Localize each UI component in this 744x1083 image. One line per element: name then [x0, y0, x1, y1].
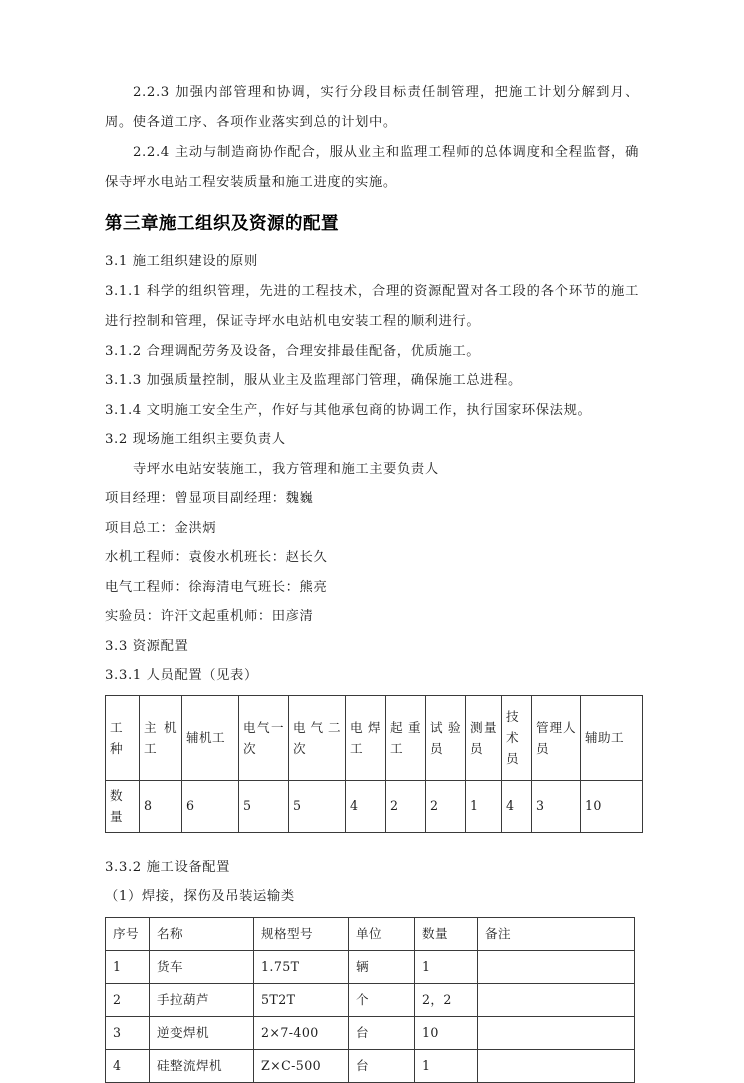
- cell-type-1: 辅机工: [182, 695, 239, 780]
- cell-model: 1.75T: [254, 950, 349, 983]
- header-unit: 单位: [349, 917, 415, 950]
- cell-type-0: 主机工: [140, 695, 182, 780]
- section-3-1-title: 3.1 施工组织建设的原则: [105, 254, 258, 269]
- cell-type-8: 技术员: [502, 695, 532, 780]
- cell-row-label-type: 工种: [106, 695, 140, 780]
- cell-no: 2: [106, 983, 150, 1016]
- role-project-manager: 项目经理：曾显项目副经理：魏巍: [105, 491, 314, 506]
- cell-model: 5T2T: [254, 983, 349, 1016]
- cell-count-7: 1: [466, 780, 502, 832]
- cell-unit: 台: [349, 1016, 415, 1049]
- cell-type-6: 试验员: [426, 695, 466, 780]
- header-remark: 备注: [478, 917, 635, 950]
- table-row-worker-types: [106, 695, 643, 780]
- section-3-3-2-title: 3.3.2 施工设备配置: [105, 859, 231, 875]
- cell-no: 4: [106, 1049, 150, 1082]
- header-name: 名称: [150, 917, 254, 950]
- paragraph-2-2-4: 2.2.4 主动与制造商协作配合，服从业主和监理工程师的总体调度和全程监督，确保寺坪水电站工程安装质量和施工进度的实施。: [105, 145, 639, 190]
- spacer-after-personnel-table: [105, 833, 639, 853]
- cell-count-3: 5: [289, 780, 346, 832]
- item-3-1-4: 3.1.4 文明施工安全生产，作好与其他承包商的协调工作，执行国家环保法规。: [105, 402, 592, 418]
- cell-type-7: 测量员: [466, 695, 502, 780]
- section-3-3-2-subtitle: （1）焊接，探伤及吊装运输类: [105, 889, 295, 904]
- cell-remark: [478, 950, 635, 983]
- cell-name: 货车: [150, 950, 254, 983]
- cell-unit: 个: [349, 983, 415, 1016]
- cell-no: 3: [106, 1016, 150, 1049]
- cell-qty: 2，2: [415, 983, 478, 1016]
- cell-model: 2×7-400: [254, 1016, 349, 1049]
- item-3-1-2: 3.1.2 合理调配劳务及设备，合理安排最佳配备，优质施工。: [105, 343, 481, 359]
- cell-type-4: 电焊工: [346, 695, 386, 780]
- cell-count-6: 2: [426, 780, 466, 832]
- section-3-3-title: 3.3 资源配置: [105, 638, 189, 654]
- table-header-row: [106, 917, 635, 950]
- header-no: 序号: [106, 917, 150, 950]
- cell-type-3: 电气二次: [289, 695, 346, 780]
- header-model: 规格型号: [254, 917, 349, 950]
- item-3-1-1: 3.1.1 科学的组织管理，先进的工程技术，合理的资源配置对各工段的各个环节的施工进行控制和管理，保证寺坪水电站机电安装工程的顺利进行。: [105, 283, 639, 329]
- equipment-configuration-table: [105, 917, 635, 1083]
- table-row: [106, 983, 635, 1016]
- cell-count-5: 2: [386, 780, 426, 832]
- cell-model: Z×C-500: [254, 1049, 349, 1082]
- item-3-1-3: 3.1.3 加强质量控制，服从业主及监理部门管理，确保施工总进程。: [105, 373, 522, 388]
- cell-qty: 10: [415, 1016, 478, 1049]
- cell-name: 硅整流焊机: [150, 1049, 254, 1082]
- role-electrical-engineer: 电气工程师：徐海清电气班长：熊亮: [105, 579, 328, 595]
- table-row: [106, 1016, 635, 1049]
- cell-type-2: 电气一次: [239, 695, 289, 780]
- role-lab-technician: 实验员：许汗文起重机师：田彦清: [105, 609, 314, 624]
- cell-remark: [478, 1016, 635, 1049]
- chapter-heading: 第三章施工组织及资源的配置: [105, 214, 339, 234]
- header-qty: 数量: [415, 917, 478, 950]
- role-chief-engineer: 项目总工：金洪炳: [105, 520, 217, 536]
- page-body: [105, 78, 639, 1083]
- section-3-2-title: 3.2 现场施工组织主要负责人: [105, 432, 286, 447]
- cell-row-label-count: 数量: [106, 780, 140, 832]
- section-3-2-intro: 寺坪水电站安装施工，我方管理和施工主要负责人: [133, 461, 439, 477]
- cell-count-10: 10: [581, 780, 643, 832]
- cell-remark: [478, 1049, 635, 1082]
- cell-count-9: 3: [532, 780, 581, 832]
- role-hydro-engineer: 水机工程师：袁俊水机班长：赵长久: [105, 550, 328, 565]
- cell-no: 1: [106, 950, 150, 983]
- personnel-configuration-table: [105, 695, 643, 833]
- cell-type-10: 辅助工: [581, 695, 643, 780]
- cell-count-4: 4: [346, 780, 386, 832]
- section-3-3-1-title: 3.3.1 人员配置（见表）: [105, 668, 258, 683]
- cell-unit: 辆: [349, 950, 415, 983]
- cell-name: 逆变焊机: [150, 1016, 254, 1049]
- cell-name: 手拉葫芦: [150, 983, 254, 1016]
- cell-count-0: 8: [140, 780, 182, 832]
- cell-qty: 1: [415, 950, 478, 983]
- cell-count-8: 4: [502, 780, 532, 832]
- cell-unit: 台: [349, 1049, 415, 1082]
- cell-count-2: 5: [239, 780, 289, 832]
- table-row: [106, 950, 635, 983]
- table-row-worker-counts: [106, 780, 643, 832]
- cell-type-5: 起重工: [386, 695, 426, 780]
- cell-count-1: 6: [182, 780, 239, 832]
- paragraph-2-2-3: 2.2.3 加强内部管理和协调，实行分段目标责任制管理，把施工计划分解到月、周。使各道工序、各项作业落实到总的计划中。: [105, 85, 639, 130]
- cell-remark: [478, 983, 635, 1016]
- cell-type-9: 管理人员: [532, 695, 581, 780]
- cell-qty: 1: [415, 1049, 478, 1082]
- table-row: [106, 1049, 635, 1082]
